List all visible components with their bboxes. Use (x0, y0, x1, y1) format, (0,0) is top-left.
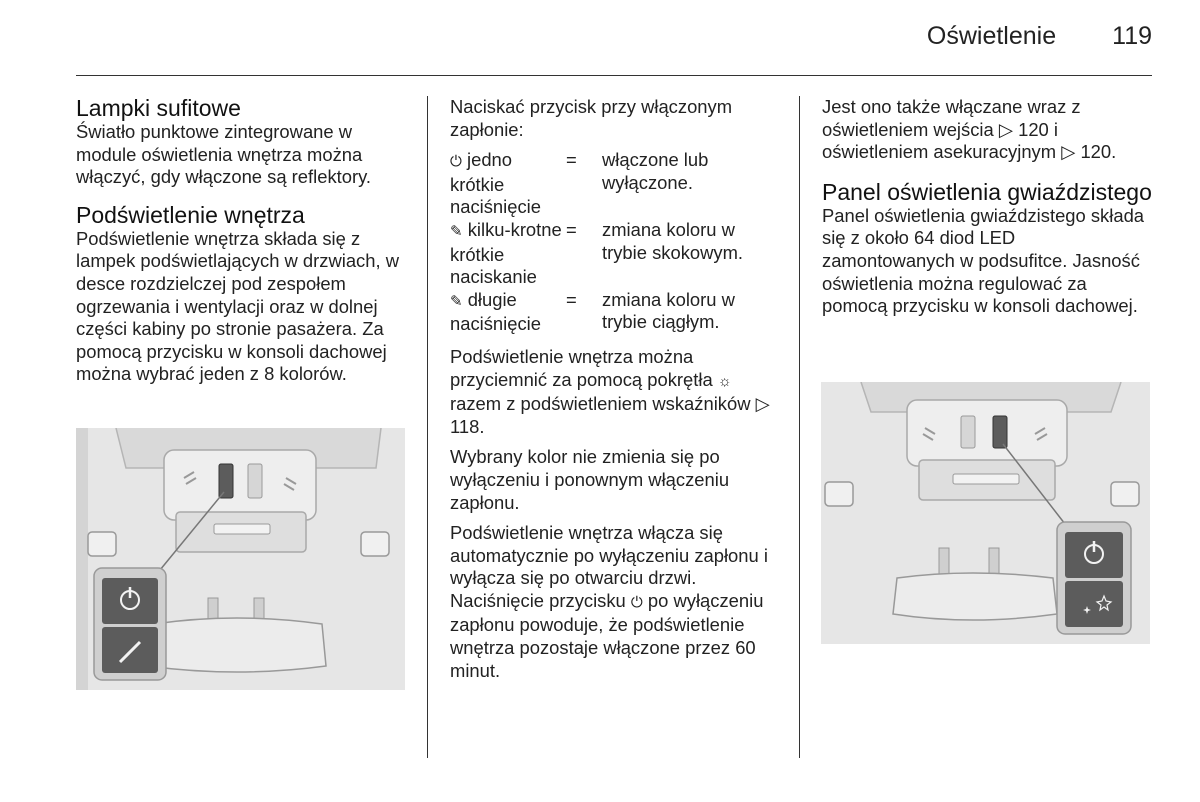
paragraph: Panel oświetlenia gwiaździstego składa się z około 64 diod LED zamontowanych w podsufitce. Jasność oświetlenia można regulować za pomocą przycisku w konsoli dachowej. (822, 204, 1145, 317)
table-row (450, 289, 780, 336)
column-2 (450, 96, 780, 690)
page-reference: ▷ 118. (450, 393, 770, 437)
page-header (927, 22, 1152, 51)
column-3 (822, 96, 1152, 326)
section-heading: Lampki sufitowe (76, 95, 241, 121)
page-reference: ▷ 120. (1061, 141, 1117, 163)
equals-sign: = (566, 288, 577, 310)
paragraph: Podświetlenie wnętrza można przyciemnić za pomocą pokrętła ☼ razem z podświetleniem wskaźników ▷ 118. (450, 345, 770, 437)
paragraph: Podświetlenie wnętrza składa się z lampek podświetlających w drzwiach, w desce rozdzielczej pod zespołem ogrzewania i wentylacji oraz w dolnej części kabiny po stronie pasażera. Za pomocą przycisku w konsoli dachowej można wybrać jeden z 8 kolorów. (76, 227, 399, 385)
option-key: jedno krótkie naciśnięcie (450, 149, 541, 218)
column-divider (427, 96, 428, 758)
column-1 (76, 96, 411, 394)
paragraph: Światło punktowe zintegrowane w module oświetlenia wnętrza można włączyć, gdy włączone są reflektory. (76, 121, 372, 188)
power-icon: ⏻ (450, 153, 462, 171)
equals-sign: = (566, 218, 577, 240)
color-brush-icon: ✎ (450, 222, 463, 240)
paragraph: Podświetlenie wnętrza włącza się automatycznie po wyłączeniu zapłonu i wyłącza się po otwarciu drzwi. Naciśnięcie przycisku ⏻ po wyłączeniu zapłonu powoduje, że podświetlenie wnętrza pozostaje włączone przez 60 minut. (450, 522, 768, 681)
option-key: długie naciśnięcie (450, 288, 541, 335)
paragraph: Wybrany kolor nie zmienia się po wyłączeniu i ponownym włączeniu zapłonu. (450, 446, 730, 513)
option-value: zmiana koloru w trybie ciągłym. (602, 288, 735, 333)
interior-light-console-figure (76, 428, 405, 690)
equals-sign: = (566, 149, 577, 171)
chapter-title: Oświetlenie (926, 22, 1057, 50)
table-row (450, 149, 780, 219)
page-number: 119 (1112, 22, 1152, 50)
dimmer-knob-icon: ☼ (717, 372, 732, 390)
button-options-table (450, 149, 780, 336)
section-heading: Panel oświetlenia gwiaździstego (822, 178, 1152, 205)
color-brush-icon: ✎ (450, 292, 463, 310)
option-value: włączone lub wyłączone. (602, 149, 709, 193)
paragraph: Jest ono także włączane wraz z oświetleniem wejścia ▷ 120 i oświetleniem asekuracyjnym ▷ 120. (822, 96, 1117, 163)
column-divider (799, 96, 800, 758)
page-reference: ▷ 120 (998, 118, 1049, 140)
header-divider (76, 75, 1152, 76)
power-icon: ⏻ (630, 593, 643, 611)
section-heading: Podświetlenie wnętrza (76, 201, 305, 228)
table-row (450, 219, 780, 289)
star-panel-console-figure (821, 382, 1150, 644)
option-key: kilku-krotne krótkie naciskanie (450, 218, 562, 288)
option-value: zmiana koloru w trybie skokowym. (602, 218, 744, 263)
paragraph: Naciskać przycisk przy włączonym zapłonie: (450, 96, 733, 140)
